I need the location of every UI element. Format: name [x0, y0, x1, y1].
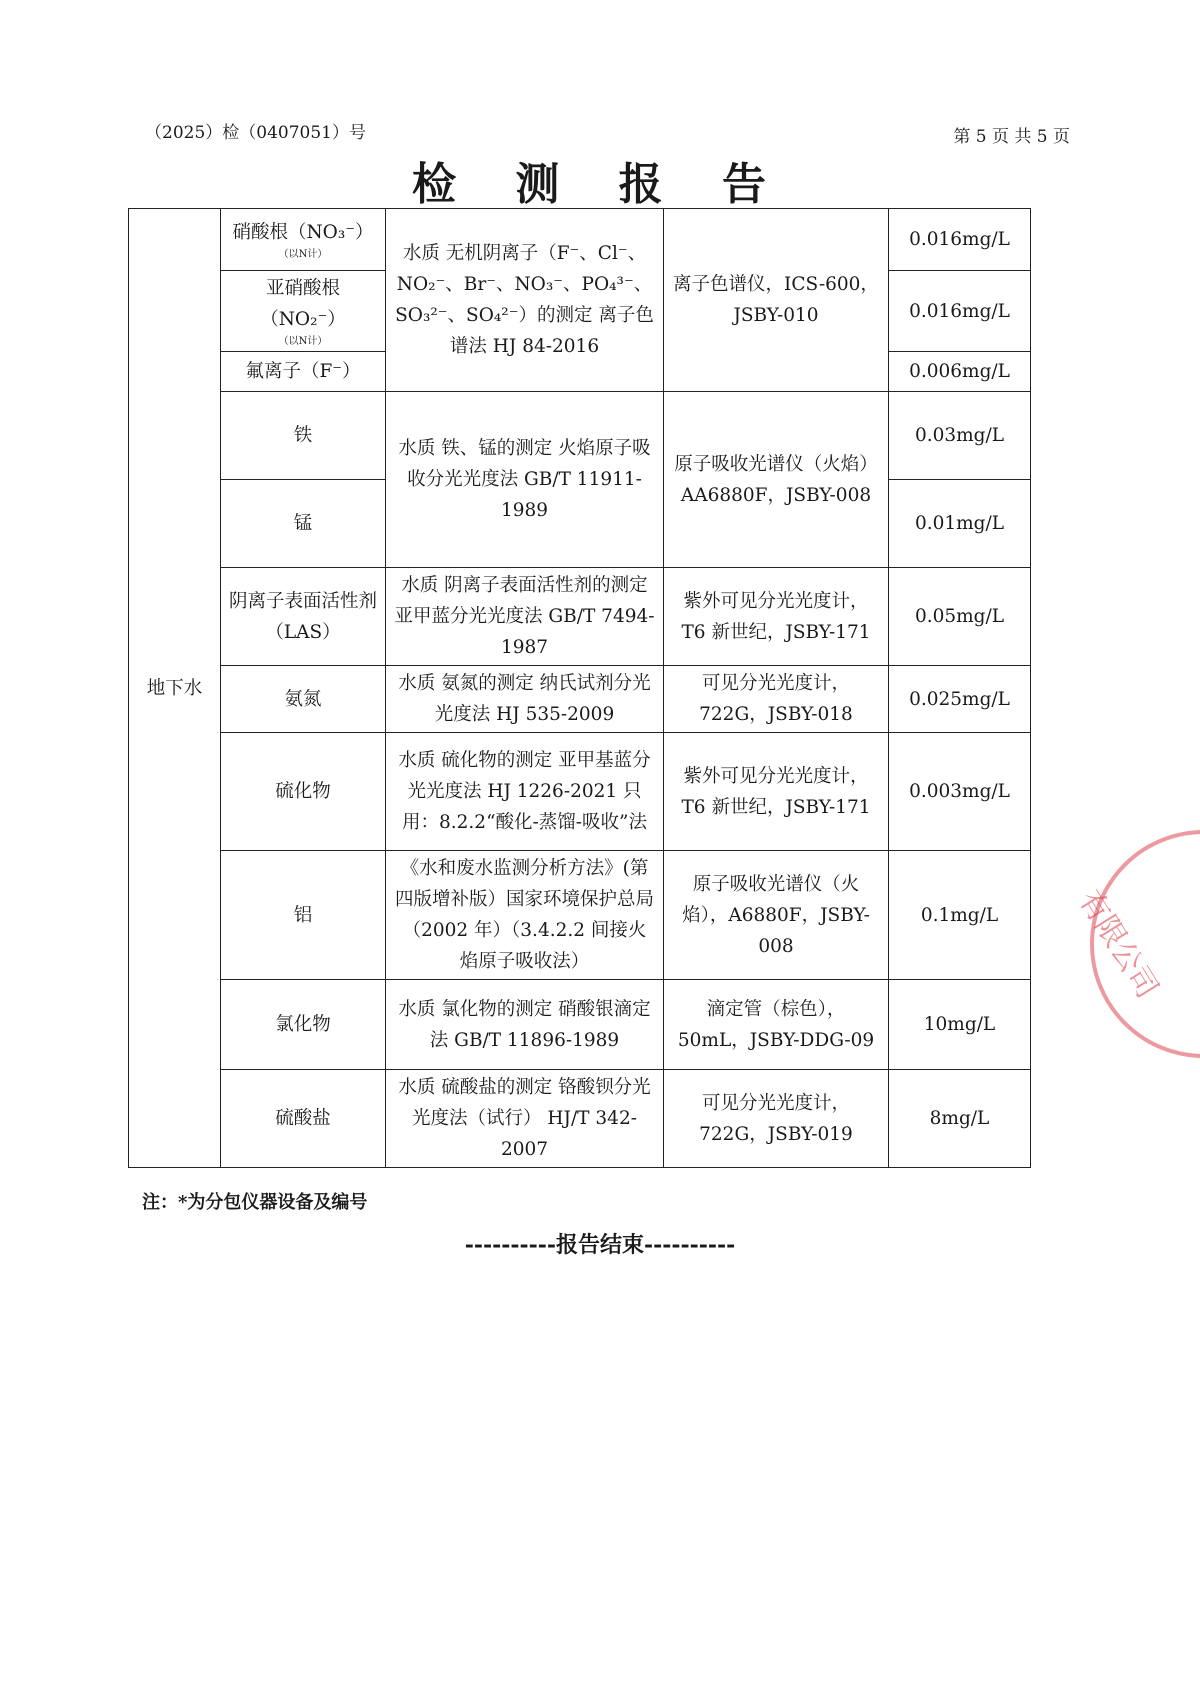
- instrument-cell: 滴定管（棕色），50mL，JSBY-DDG-09: [664, 980, 889, 1070]
- limit-cell: 0.006mg/L: [889, 352, 1031, 392]
- method-cell: 水质 硫化物的测定 亚甲基蓝分光光度法 HJ 1226-2021 只用：8.2.2“酸化-蒸馏-吸收”法: [386, 733, 664, 851]
- page-info: 第 5 页 共 5 页: [953, 127, 1070, 147]
- limit-cell: 0.016mg/L: [889, 209, 1031, 271]
- results-table: [128, 208, 1088, 1168]
- instrument-cell: 可见分光光度计，722G，JSBY-018: [664, 666, 889, 733]
- instrument-cell: 可见分光光度计，722G，JSBY-019: [664, 1070, 889, 1168]
- item-cell: 硝酸根（NO₃⁻） （以N计）: [221, 209, 386, 271]
- instrument-cell: 紫外可见分光光度计，T6 新世纪，JSBY-171: [664, 568, 889, 666]
- item-cell: 阴离子表面活性剂（LAS）: [221, 568, 386, 666]
- limit-cell: 0.03mg/L: [889, 392, 1031, 480]
- limit-cell: 10mg/L: [889, 980, 1031, 1070]
- limit-cell: 0.05mg/L: [889, 568, 1031, 666]
- item-cell: 氨氮: [221, 666, 386, 733]
- footnote: 注：*为分包仪器设备及编号: [142, 1192, 368, 1213]
- item-cell: 硫化物: [221, 733, 386, 851]
- method-cell: 水质 无机阴离子（F⁻、Cl⁻、NO₂⁻、Br⁻、NO₃⁻、PO₄³⁻、SO₃²⁻、SO₄²⁻）的测定 离子色谱法 HJ 84-2016: [386, 209, 664, 392]
- item-cell: 硫酸盐: [221, 1070, 386, 1168]
- item-cell: 氟离子（F⁻）: [221, 352, 386, 392]
- report-number: （2025）检（0407051）号: [145, 123, 366, 143]
- report-title: 检 测 报 告: [412, 159, 788, 210]
- method-cell: 水质 氯化物的测定 硝酸银滴定法 GB/T 11896-1989: [386, 980, 664, 1070]
- instrument-cell: 原子吸收光谱仪（火焰）AA6880F，JSBY-008: [664, 392, 889, 568]
- report-end-marker: ----------报告结束----------: [464, 1232, 736, 1258]
- instrument-cell: 离子色谱仪，ICS-600，JSBY-010: [664, 209, 889, 392]
- item-cell: 亚硝酸根（NO₂⁻） （以N计）: [221, 271, 386, 352]
- limit-cell: 0.1mg/L: [889, 851, 1031, 980]
- instrument-cell: 原子吸收光谱仪（火焰），A6880F，JSBY-008: [664, 851, 889, 980]
- limit-cell: 0.003mg/L: [889, 733, 1031, 851]
- seal-text: 有限公司: [1071, 884, 1165, 1005]
- limit-cell: 0.016mg/L: [889, 271, 1031, 352]
- item-cell: 锰: [221, 480, 386, 568]
- method-cell: 水质 铁、锰的测定 火焰原子吸收分光光度法 GB/T 11911-1989: [386, 392, 664, 568]
- item-cell: 氯化物: [221, 980, 386, 1070]
- method-cell: 水质 硫酸盐的测定 铬酸钡分光光度法（试行） HJ/T 342-2007: [386, 1070, 664, 1168]
- method-cell: 水质 氨氮的测定 纳氏试剂分光光度法 HJ 535-2009: [386, 666, 664, 733]
- limit-cell: 0.01mg/L: [889, 480, 1031, 568]
- instrument-cell: 紫外可见分光光度计，T6 新世纪，JSBY-171: [664, 733, 889, 851]
- method-cell: 水质 阴离子表面活性剂的测定亚甲蓝分光光度法 GB/T 7494-1987: [386, 568, 664, 666]
- category-cell: 地下水: [129, 209, 221, 1168]
- limit-cell: 0.025mg/L: [889, 666, 1031, 733]
- item-cell: 铝: [221, 851, 386, 980]
- limit-cell: 8mg/L: [889, 1070, 1031, 1168]
- item-cell: 铁: [221, 392, 386, 480]
- method-cell: 《水和废水监测分析方法》(第四版增补版）国家环境保护总局（2002 年）（3.4.2.2 间接火焰原子吸收法）: [386, 851, 664, 980]
